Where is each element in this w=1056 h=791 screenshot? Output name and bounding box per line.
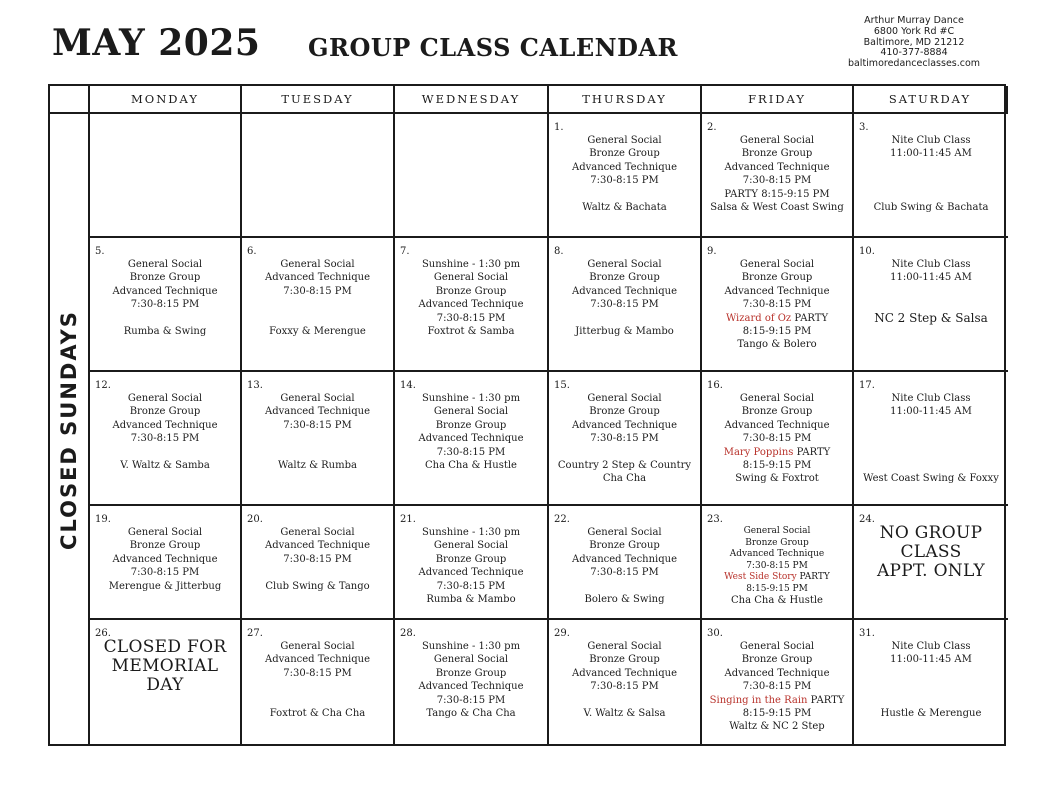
class-line: General Social	[433, 272, 509, 284]
day-cell-tuesday	[242, 506, 395, 620]
day-number: 28.	[400, 628, 416, 639]
class-line: 7:30-8:15 PM	[590, 681, 659, 693]
day-number: 7.	[400, 246, 410, 257]
class-list	[857, 245, 1005, 325]
class-line: Advanced Technique	[418, 299, 524, 311]
line-spacer	[857, 161, 1005, 174]
class-list	[245, 245, 390, 338]
line-spacer	[857, 667, 1005, 680]
class-line: Advanced Technique	[264, 654, 371, 666]
day-number: 3.	[859, 122, 869, 133]
notice-line: MEMORIAL	[111, 656, 219, 676]
class-line: Sunshine - 1:30 pm	[421, 393, 521, 404]
day-header-saturday: SATURDAY	[854, 86, 1008, 114]
class-line: General Social	[587, 259, 662, 270]
class-line: 7:30-8:15 PM	[590, 433, 659, 445]
class-list	[245, 121, 390, 134]
class-line: Merengue & Jitterbug	[108, 580, 222, 592]
party-theme: Singing in the Rain	[709, 694, 808, 706]
day-cell-thursday	[549, 506, 702, 620]
day-number: 10.	[859, 246, 875, 257]
class-line: 7:30-8:15 PM	[436, 580, 506, 592]
class-line: Cha Cha & Hustle	[731, 595, 823, 606]
class-line: Advanced Technique	[264, 406, 371, 418]
class-line: Bolero & Swing	[584, 594, 665, 606]
day-number: 19.	[95, 514, 111, 525]
class-line: Advanced Technique	[418, 681, 524, 693]
class-line: Sunshine - 1:30 pm	[421, 641, 521, 652]
class-line	[705, 572, 849, 584]
class-line: PARTY 8:15-9:15 PM	[724, 188, 830, 200]
day-cell-wednesday	[395, 506, 549, 620]
class-line: 7:30-8:15 PM	[130, 433, 200, 445]
class-line: Club Swing & Bachata	[873, 201, 989, 213]
class-line: General Social	[743, 526, 811, 536]
day-cell-thursday	[549, 372, 702, 506]
line-spacer	[857, 285, 1005, 298]
class-line: Jitterbug & Mambo	[575, 326, 674, 338]
class-line: 7:30-8:15 PM	[742, 681, 812, 693]
class-line: 7:30-8:15 PM	[746, 560, 808, 571]
class-line: General Social	[587, 393, 662, 404]
notice-line: DAY	[146, 675, 184, 695]
day-number: 22.	[554, 514, 570, 525]
day-header-friday: FRIDAY	[702, 86, 854, 114]
class-line: 8:15-9:15 PM	[742, 708, 812, 720]
class-line: Waltz & Bachata	[582, 202, 667, 214]
studio-city: Baltimore, MD 21212	[863, 36, 965, 48]
class-line: V. Waltz & Samba	[120, 460, 210, 472]
class-line: 11:00-11:45 AM	[890, 272, 972, 284]
class-line: Foxxy & Merengue	[269, 326, 366, 337]
calendar-grid	[48, 84, 1006, 746]
class-line: Foxtrot & Samba	[427, 326, 515, 338]
party-label: PARTY	[791, 312, 829, 324]
line-spacer	[857, 680, 1005, 693]
day-cell-saturday	[854, 372, 1008, 506]
class-list	[552, 245, 697, 338]
class-line: 7:30-8:15 PM	[590, 567, 659, 579]
day-header-thursday: THURSDAY	[549, 86, 702, 114]
class-list	[552, 627, 697, 720]
class-line: Bronze Group	[589, 540, 660, 552]
class-line: 11:00-11:45 AM	[890, 654, 972, 666]
studio-website: baltimoredanceclasses.com	[847, 58, 981, 70]
day-number: 26.	[95, 628, 111, 639]
line-spacer	[857, 298, 1005, 311]
class-line	[705, 312, 849, 325]
day-cell-wednesday	[395, 620, 549, 746]
class-line: Waltz & NC 2 Step	[729, 721, 825, 733]
studio-address: 6800 York Rd #C	[873, 25, 955, 37]
class-line: Bronze Group	[741, 272, 813, 284]
class-list	[398, 379, 544, 472]
class-line: 11:00-11:45 AM	[890, 148, 972, 160]
class-line: Advanced Technique	[724, 161, 830, 173]
class-line: Waltz & Rumba	[278, 460, 357, 471]
day-cell-tuesday	[242, 114, 395, 238]
class-line: Tango & Cha Cha	[426, 708, 516, 720]
class-line: Sunshine - 1:30 pm	[421, 259, 521, 270]
class-line: Advanced Technique	[571, 553, 678, 565]
studio-name: Arthur Murray Dance	[864, 15, 964, 26]
class-line: General Social	[127, 393, 203, 404]
class-line: Advanced Technique	[112, 285, 218, 297]
line-spacer	[552, 694, 697, 707]
day-number: 15.	[554, 380, 570, 391]
day-cell-wednesday	[395, 372, 549, 506]
line-spacer	[245, 446, 390, 459]
class-line: General Social	[280, 527, 355, 538]
line-spacer	[245, 566, 390, 579]
day-cell-friday	[702, 620, 854, 746]
class-line	[705, 446, 849, 459]
class-line: General Social	[587, 641, 662, 652]
closed-sundays-banner	[50, 114, 90, 746]
class-list	[398, 627, 544, 720]
day-cell-thursday	[549, 114, 702, 238]
class-list	[705, 627, 849, 734]
class-line: 8:15-9:15 PM	[742, 326, 812, 338]
line-spacer	[857, 419, 1005, 432]
class-line: Bronze Group	[435, 553, 507, 565]
class-line: Bronze Group	[435, 667, 507, 679]
day-cell-saturday	[854, 620, 1008, 746]
class-line: V. Waltz & Salsa	[583, 708, 666, 720]
calendar-month: MAY 2025	[52, 22, 261, 64]
class-line: Nite Club Class	[891, 393, 971, 404]
party-theme: Wizard of Oz	[725, 312, 792, 324]
day-cell-wednesday	[395, 238, 549, 372]
class-line: 7:30-8:15 PM	[590, 175, 659, 187]
line-spacer	[857, 459, 1005, 472]
class-line: Advanced Technique	[112, 419, 218, 431]
class-line: Bronze Group	[589, 406, 660, 418]
day-number: 29.	[554, 628, 570, 639]
day-cell-saturday	[854, 114, 1008, 238]
class-line: 7:30-8:15 PM	[130, 567, 200, 579]
class-list	[857, 121, 1005, 214]
line-spacer	[552, 580, 697, 593]
class-line: Advanced Technique	[264, 272, 371, 284]
class-list	[245, 627, 390, 720]
day-number: 17.	[859, 380, 875, 391]
day-number: 24.	[859, 514, 875, 525]
class-line: Bronze Group	[741, 406, 813, 418]
class-line: Bronze Group	[745, 537, 809, 548]
line-spacer	[245, 312, 390, 325]
class-line: Advanced Technique	[112, 553, 218, 565]
class-list	[705, 245, 849, 352]
notice-line: APPT. ONLY	[876, 561, 986, 581]
day-number: 9.	[707, 246, 717, 257]
line-spacer	[857, 188, 1005, 201]
class-line: 7:30-8:15 PM	[130, 299, 200, 311]
class-line: General Social	[587, 135, 662, 146]
day-cell-monday	[90, 114, 242, 238]
class-line: Bronze Group	[129, 272, 201, 284]
class-line: 8:15-9:15 PM	[746, 583, 808, 594]
day-number: 16.	[707, 380, 723, 391]
grid-corner	[50, 86, 90, 114]
class-line: Advanced Technique	[571, 161, 678, 173]
line-spacer	[552, 188, 697, 201]
line-spacer	[552, 446, 697, 459]
class-line: Nite Club Class	[891, 641, 971, 652]
class-line: Rumba & Mambo	[426, 594, 516, 606]
line-spacer	[245, 432, 390, 445]
class-line: 7:30-8:15 PM	[283, 553, 352, 565]
day-header-tuesday: TUESDAY	[242, 86, 395, 114]
class-list	[93, 513, 237, 593]
class-line: 7:30-8:15 PM	[436, 694, 506, 706]
line-spacer	[245, 694, 390, 707]
class-list	[857, 513, 1005, 583]
class-list	[398, 245, 544, 338]
class-line: General Social	[587, 527, 662, 538]
studio-contact-block	[842, 16, 986, 70]
party-label: PARTY	[793, 446, 831, 458]
class-line: Advanced Technique	[724, 667, 830, 679]
class-list	[552, 121, 697, 214]
class-line: 7:30-8:15 PM	[436, 446, 506, 458]
notice-line: CLOSED FOR	[103, 637, 227, 657]
class-line	[705, 694, 849, 707]
class-line: Foxtrot & Cha Cha	[269, 708, 366, 719]
class-line: Advanced Technique	[724, 285, 830, 297]
class-line: Rumba & Swing	[123, 326, 207, 338]
class-line: General Social	[280, 259, 355, 270]
line-spacer	[857, 174, 1005, 187]
notice-line: NO GROUP	[879, 523, 983, 543]
class-line: General Social	[433, 654, 509, 666]
class-line: 7:30-8:15 PM	[436, 312, 506, 324]
day-number: 31.	[859, 628, 875, 639]
party-label: PARTY	[807, 694, 845, 706]
class-list	[93, 627, 237, 697]
class-line: General Social	[739, 259, 815, 270]
day-cell-monday	[90, 506, 242, 620]
class-list	[398, 121, 544, 134]
day-cell-friday	[702, 506, 854, 620]
day-cell-thursday	[549, 620, 702, 746]
day-number: 14.	[400, 380, 416, 391]
class-line: 7:30-8:15 PM	[283, 419, 352, 431]
class-list	[857, 627, 1005, 720]
day-cell-tuesday	[242, 238, 395, 372]
line-spacer	[857, 432, 1005, 445]
class-line: General Social	[739, 641, 815, 652]
line-spacer	[93, 446, 237, 459]
class-list	[705, 121, 849, 214]
class-list	[552, 379, 697, 486]
class-list	[398, 513, 544, 606]
class-line: Hustle & Merengue	[880, 707, 982, 719]
class-line: 7:30-8:15 PM	[742, 299, 812, 311]
class-list	[245, 513, 390, 593]
class-list	[552, 513, 697, 606]
class-line: Bronze Group	[129, 406, 201, 418]
class-list	[93, 245, 237, 338]
class-line: Advanced Technique	[418, 567, 524, 579]
class-line: Advanced Technique	[571, 419, 678, 431]
day-cell-friday	[702, 114, 854, 238]
class-line: Bronze Group	[435, 285, 507, 297]
day-number: 1.	[554, 122, 564, 133]
day-number: 30.	[707, 628, 723, 639]
day-cell-friday	[702, 372, 854, 506]
class-line: Advanced Technique	[418, 433, 524, 445]
class-line: Advanced Technique	[571, 285, 678, 297]
class-line: General Social	[280, 641, 355, 652]
class-line: General Social	[280, 393, 355, 404]
class-line: 7:30-8:15 PM	[742, 433, 812, 445]
day-number: 6.	[247, 246, 257, 257]
class-line: 7:30-8:15 PM	[283, 667, 352, 679]
class-line: Advanced Technique	[571, 667, 678, 679]
class-line: 7:30-8:15 PM	[283, 285, 352, 297]
day-cell-monday	[90, 620, 242, 746]
class-line: Advanced Technique	[264, 540, 371, 552]
day-number: 27.	[247, 628, 263, 639]
notice-line: CLASS	[900, 542, 962, 562]
line-spacer	[245, 680, 390, 693]
class-line: General Social	[127, 527, 203, 538]
class-line: 7:30-8:15 PM	[742, 175, 812, 187]
day-cell-wednesday	[395, 114, 549, 238]
day-number: 12.	[95, 380, 111, 391]
class-line: Club Swing & Tango	[265, 580, 370, 592]
day-cell-monday	[90, 372, 242, 506]
calendar-title: GROUP CLASS CALENDAR	[308, 33, 678, 62]
line-spacer	[245, 298, 390, 311]
class-line: 8:15-9:15 PM	[742, 460, 812, 472]
class-list	[93, 121, 237, 134]
class-line: Bronze Group	[589, 148, 660, 160]
party-theme: West Side Story	[724, 572, 797, 582]
class-line: Cha Cha	[602, 473, 647, 485]
day-number: 2.	[707, 122, 717, 133]
class-list	[245, 379, 390, 472]
class-line: Advanced Technique	[724, 419, 830, 431]
class-list	[705, 379, 849, 486]
class-line: Nite Club Class	[891, 259, 971, 270]
line-spacer	[552, 312, 697, 325]
day-header-monday: MONDAY	[90, 86, 242, 114]
day-cell-tuesday	[242, 372, 395, 506]
day-cell-thursday	[549, 238, 702, 372]
closed-sundays-label: CLOSED SUNDAYS	[57, 310, 81, 550]
class-list	[857, 379, 1005, 486]
studio-phone: 410-377-8884	[880, 47, 948, 59]
class-line: Bronze Group	[435, 419, 507, 431]
class-line: Cha Cha & Hustle	[425, 460, 517, 472]
party-label: PARTY	[796, 572, 830, 582]
day-number: 5.	[95, 246, 105, 257]
day-number: 20.	[247, 514, 263, 525]
day-number: 23.	[707, 514, 723, 525]
class-line: Bronze Group	[741, 654, 813, 666]
class-line: 7:30-8:15 PM	[590, 299, 659, 311]
class-line: Bronze Group	[129, 540, 201, 552]
class-line: General Social	[739, 135, 815, 146]
day-cell-tuesday	[242, 620, 395, 746]
day-cell-saturday	[854, 506, 1008, 620]
class-list	[705, 513, 849, 607]
class-line: 11:00-11:45 AM	[890, 406, 972, 418]
class-line: Advanced Technique	[729, 549, 825, 559]
class-line: Country 2 Step & Country	[557, 460, 692, 472]
class-line: General Social	[127, 259, 203, 270]
class-line: Sunshine - 1:30 pm	[421, 527, 521, 538]
class-line: General Social	[739, 393, 815, 404]
class-line: Nite Club Class	[891, 135, 971, 146]
day-header-wednesday: WEDNESDAY	[395, 86, 549, 114]
party-theme: Mary Poppins	[723, 446, 794, 458]
line-spacer	[857, 694, 1005, 707]
line-spacer	[93, 312, 237, 325]
class-line: General Social	[433, 540, 509, 552]
day-cell-friday	[702, 238, 854, 372]
class-line: Tango & Bolero	[737, 339, 817, 351]
class-line: Bronze Group	[741, 148, 813, 160]
class-line: Bronze Group	[589, 272, 660, 284]
class-line: West Coast Swing & Foxxy	[863, 473, 999, 485]
day-number: 8.	[554, 246, 564, 257]
day-cell-saturday	[854, 238, 1008, 372]
class-list	[93, 379, 237, 472]
day-number: 21.	[400, 514, 416, 525]
class-line: Swing & Foxtrot	[735, 473, 819, 485]
day-cell-monday	[90, 238, 242, 372]
day-number: 13.	[247, 380, 263, 391]
line-spacer	[857, 446, 1005, 459]
class-line: Salsa & West Coast Swing	[710, 202, 844, 214]
class-line: Bronze Group	[589, 654, 660, 666]
class-line: NC 2 Step & Salsa	[874, 310, 988, 325]
class-line: General Social	[433, 406, 509, 418]
